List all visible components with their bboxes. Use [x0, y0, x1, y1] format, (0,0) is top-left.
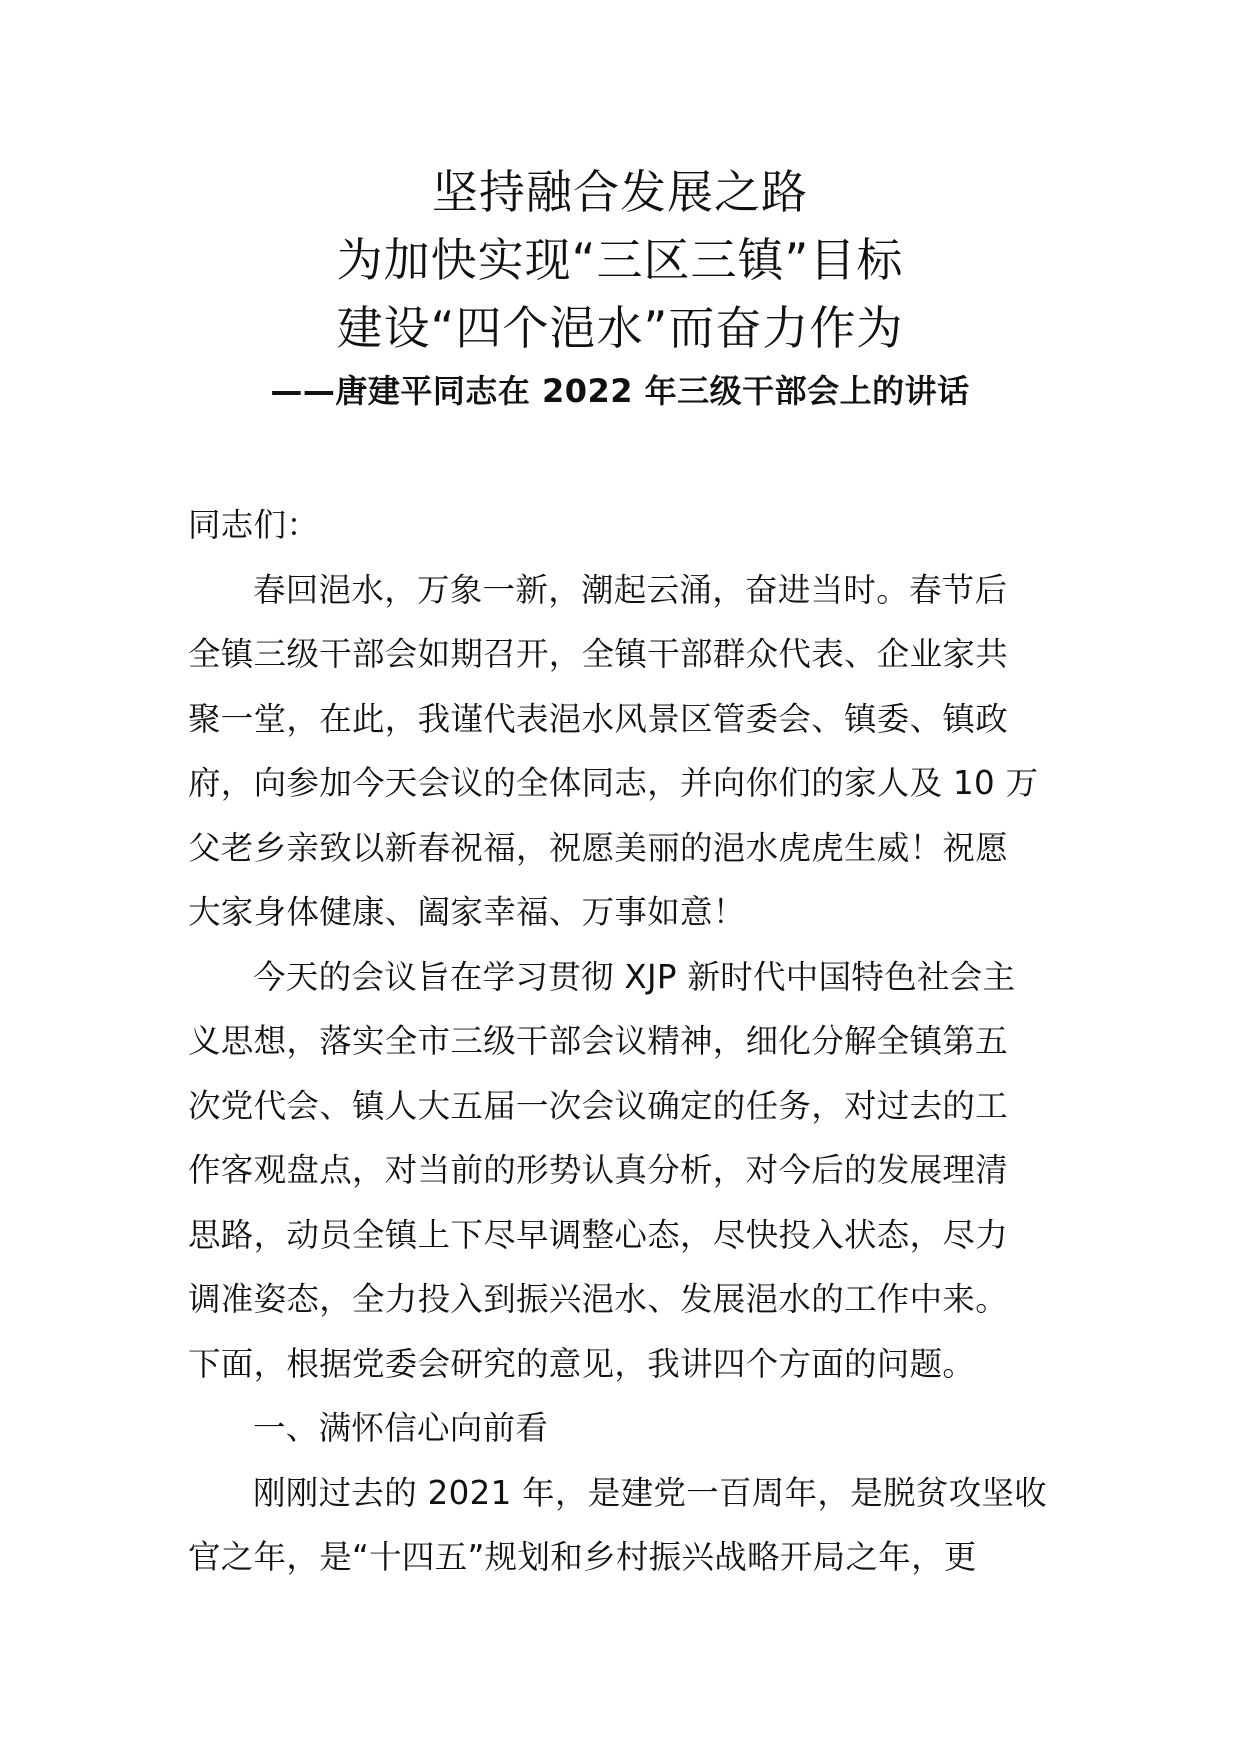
paragraph-2-line-2: 义思想，落实全市三级干部会议精神，细化分解全镇第五 [188, 1022, 1009, 1060]
subtitle: ——唐建平同志在 2022 年三级干部会上的讲话 [270, 372, 970, 410]
paragraph-1-line-1: 春回浥水，万象一新，潮起云涌，奋进当时。春节后 [253, 570, 1008, 609]
title-block [150, 158, 1090, 414]
paragraph-2-line-7: 下面，根据党委会研究的意见，我讲四个方面的问题。 [188, 1344, 976, 1383]
section-heading-1: 一、满怀信心向前看 [253, 1409, 549, 1447]
paragraph-2-line-6: 调准姿态，全力投入到振兴浥水、发展浥水的工作中来。 [188, 1280, 1009, 1318]
paragraph-2-line-1: 今天的会议旨在学习贯彻 XJP 新时代中国特色社会主 [253, 957, 1016, 996]
title-line-3: 建设“四个浥水”而奋力作为 [336, 301, 904, 355]
paragraph-2-line-3: 次党代会、镇人大五届一次会议确定的任务，对过去的工 [188, 1086, 1009, 1125]
salutation: 同志们： [188, 506, 320, 544]
paragraph-2-line-4: 作客观盘点，对当前的形势认真分析，对今后的发展理清 [188, 1151, 1009, 1189]
paragraph-1-line-5: 父老乡亲致以新春祝福，祝愿美丽的浥水虎虎生威！祝愿 [188, 828, 1009, 867]
paragraph-2-line-5: 思路，动员全镇上下尽早调整心态，尽快投入状态，尽力 [188, 1215, 1009, 1254]
paragraph-3-line-2: 官之年，是“十四五”规划和乡村振兴战略开局之年，更 [188, 1538, 977, 1576]
title-line-1: 坚持融合发展之路 [432, 165, 808, 219]
paragraph-3-line-1: 刚刚过去的 2021 年，是建党一百周年，是脱贫攻坚收 [253, 1473, 1047, 1512]
title-line-2: 为加快实现“三区三镇”目标 [336, 233, 904, 287]
speech-body [188, 493, 1058, 1590]
paragraph-1-line-3: 聚一堂，在此，我谨代表浥水风景区管委会、镇委、镇政 [188, 699, 1009, 738]
paragraph-1-line-4: 府，向参加今天会议的全体同志，并向你们的家人及 10 万 [188, 764, 1039, 802]
paragraph-1-line-2: 全镇三级干部会如期召开，全镇干部群众代表、企业家共 [188, 635, 1009, 673]
paragraph-1-line-6: 大家身体健康、阖家幸福、万事如意！ [188, 893, 746, 931]
